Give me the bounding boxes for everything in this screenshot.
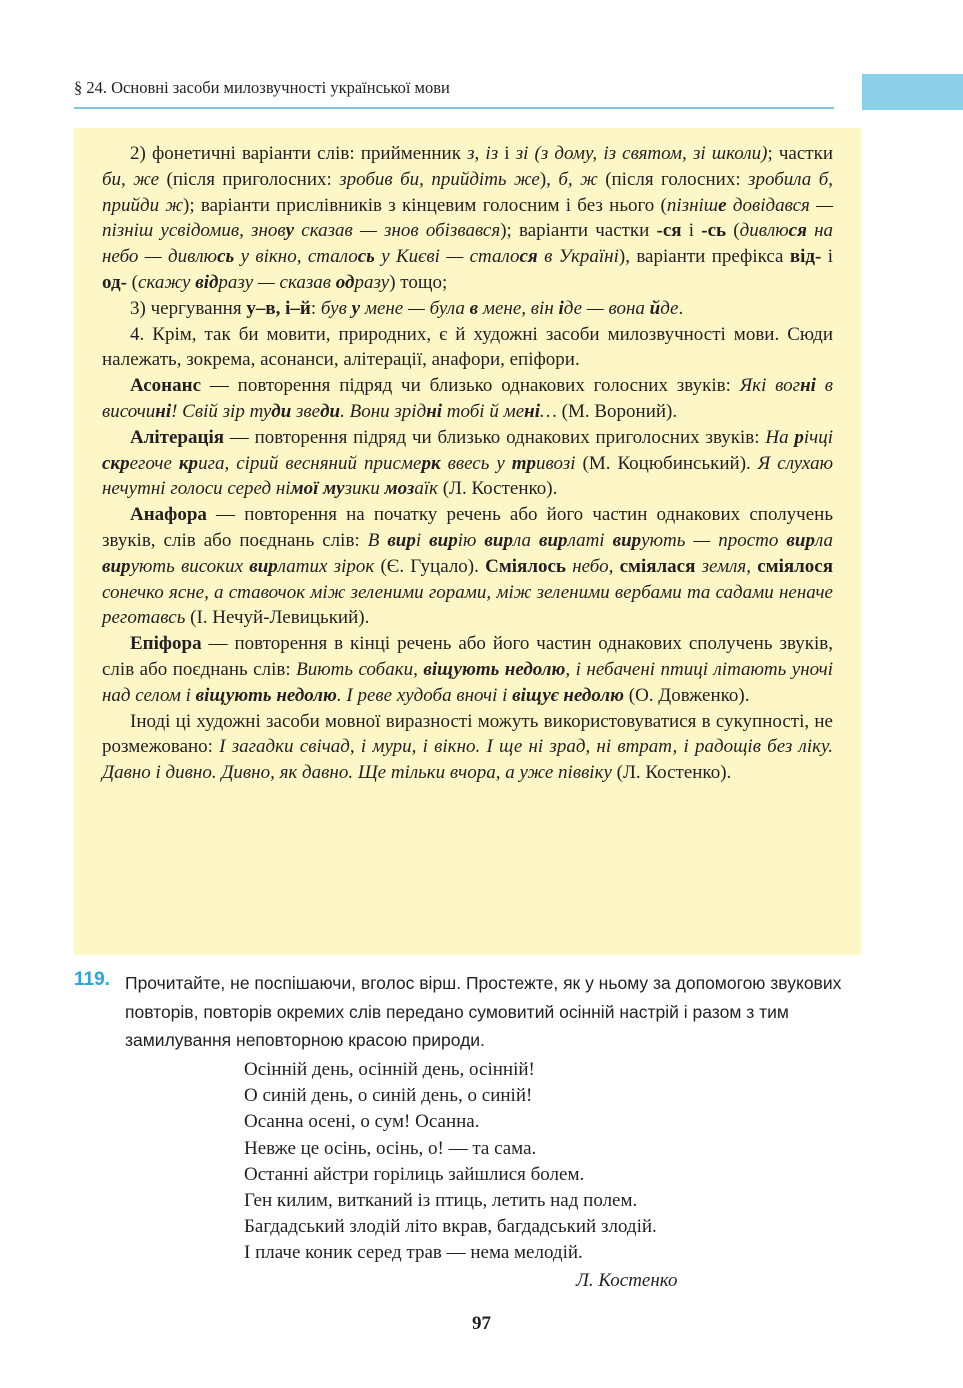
example: з, із: [467, 143, 499, 164]
emphasis: тр: [511, 452, 537, 474]
term: од-: [102, 271, 127, 293]
example: де: [660, 297, 679, 319]
example: зі (з дому, із святом, зі школи): [515, 143, 768, 164]
poem-line: Осінній день, осінній день, осінній!: [244, 1059, 535, 1080]
example: зробив би, прийдіть же: [339, 168, 540, 190]
term: сміялося: [757, 555, 833, 577]
example: егоче: [129, 452, 179, 474]
strong-emphasis: [421, 453, 440, 474]
emphasis: мої му: [290, 478, 345, 500]
emphasis: вир: [484, 529, 513, 551]
example: пізніш: [666, 194, 719, 216]
strong-emphasis: [524, 401, 540, 422]
strong-emphasis: [102, 453, 130, 474]
example: і: [415, 529, 430, 551]
strong-emphasis: [320, 401, 340, 422]
example: на небо — дивлю: [102, 220, 833, 268]
example: ! Свій зір ту: [171, 400, 272, 422]
example: б, ж: [558, 168, 598, 190]
example: ла: [814, 529, 833, 551]
text-run: (Л. Костенко).: [611, 762, 732, 784]
text-run: — повторення на початку речень або його частин однакових сполучень звуків, слів або поєднань слів:: [102, 504, 833, 551]
text-run: :: [310, 297, 321, 319]
exercise-number: 119.: [74, 969, 110, 990]
emphasis: ні: [155, 400, 172, 422]
emphasis: вир: [102, 555, 131, 577]
term: Асонанс: [130, 375, 202, 397]
strong-emphasis: [512, 685, 624, 706]
term: -ся: [656, 220, 682, 242]
example: в височи: [102, 375, 833, 422]
strong-emphasis: [196, 685, 337, 706]
example: ічці: [803, 426, 833, 448]
example: ла: [512, 529, 539, 551]
strong-emphasis: [429, 530, 458, 551]
section-title: § 24. Основні засоби милозвучності української мови: [74, 78, 450, 97]
example: мене, він: [478, 297, 559, 319]
example: , і небачені птиці літають уночі над селом і: [102, 658, 834, 706]
poem: [244, 1057, 657, 1267]
text-run: 2) фонетичні варіанти слів: прийменник: [130, 143, 468, 164]
term: Сміялось: [485, 555, 566, 577]
example: І загадки свічад, і мури, і вікно. І ще ні зрад, ні втрат, і радощів без ліку. Давно і дивно. Дивно, як давно. Ще тільки вчора, а уже піввіку: [102, 736, 833, 784]
emphasis: віщує недолю: [512, 684, 624, 706]
example: . І реве худоба вночі і: [336, 684, 513, 706]
example: латих зірок: [277, 555, 375, 577]
text-run: (: [126, 271, 138, 293]
paragraph-assonance: [102, 373, 833, 425]
strong-emphasis: [519, 246, 537, 267]
example: ують високих: [130, 555, 250, 577]
emphasis: вир: [429, 529, 458, 551]
text-run: (: [726, 220, 740, 242]
example: разу — сказав: [218, 271, 336, 293]
strong-emphasis: [387, 530, 416, 551]
example: мене — була: [360, 297, 470, 319]
example: разу: [354, 271, 390, 293]
example: ввесь у: [440, 452, 512, 474]
text-run: (М. Вороний).: [556, 400, 678, 422]
emphasis: ся: [519, 246, 538, 268]
emphasis: вир: [539, 529, 568, 551]
text-run: ), варіанти префікса: [618, 246, 790, 268]
emphasis: кр: [178, 452, 199, 474]
example: де — вона: [563, 297, 650, 319]
strong-emphasis: [512, 453, 536, 474]
text-run: і: [821, 246, 833, 268]
strong-emphasis: [786, 530, 815, 551]
poem-line: Невже це осінь, осінь, о! — та сама.: [244, 1137, 537, 1159]
text-run: і: [681, 220, 702, 242]
paragraph-alternation: [102, 296, 833, 322]
strong-emphasis: [286, 220, 294, 241]
example: би, же: [102, 168, 160, 190]
strong-emphasis: [155, 401, 171, 422]
paragraph-anaphora: [102, 502, 833, 631]
term: Анафора: [130, 504, 207, 526]
strong-emphasis: [539, 530, 568, 551]
emphasis: ся: [788, 220, 807, 242]
text-run: (після голосних:: [597, 168, 749, 190]
term: Алітерація: [130, 426, 224, 448]
term: у–в, і–й: [246, 297, 311, 319]
strong-emphasis: [789, 220, 807, 241]
emphasis: й: [649, 297, 661, 319]
example: ивозі: [536, 452, 576, 474]
emphasis: і: [558, 297, 564, 319]
text-run: і: [498, 143, 516, 164]
strong-emphasis: [426, 401, 442, 422]
header-divider: [74, 107, 834, 109]
strong-emphasis: [800, 375, 816, 396]
paragraph-alliteration: [102, 425, 833, 502]
strong-emphasis: [718, 195, 726, 216]
text-run: — повторення підряд чи близько однакових голосних звуків:: [201, 375, 740, 397]
text-run: ); варіанти прислівників з кінцевим голосним і без нього (: [183, 194, 667, 216]
example: В: [367, 529, 388, 551]
emphasis: вир: [387, 529, 416, 551]
strong-emphasis: [336, 272, 355, 293]
strong-emphasis: [650, 298, 661, 319]
text-run: (Є. Гуцало).: [374, 555, 486, 577]
poem-line: Ген килим, витканий із птиць, летить над полем.: [244, 1190, 638, 1212]
strong-emphasis: [470, 298, 479, 319]
example: Які вог: [739, 375, 801, 397]
example: зробила б, прийди ж: [102, 168, 833, 216]
poem-line: Осанна осені, о сум! Осанна.: [244, 1111, 480, 1133]
strong-emphasis: [291, 478, 345, 499]
text-run: (О. Довженко).: [624, 684, 750, 706]
emphasis: ди: [271, 400, 292, 422]
emphasis: скр: [102, 452, 130, 474]
strong-emphasis: [423, 659, 565, 680]
example: зики: [344, 478, 385, 500]
example: дивлю: [739, 220, 789, 242]
example: На: [765, 426, 795, 448]
emphasis: у: [351, 297, 361, 319]
example: сонечко ясне, а ставочок між зеленими горами, між зеленими вербами та садами неначе реготавсь: [102, 581, 833, 629]
emphasis: р: [794, 426, 804, 448]
example: зве: [291, 400, 321, 422]
example: Я слухаю нечутні голоси серед ні: [102, 452, 833, 500]
example: латі: [567, 529, 613, 551]
strong-emphasis: [271, 401, 291, 422]
emphasis: у: [285, 220, 295, 242]
poem-line: Багдадський злодій літо вкрав, багдадський злодій.: [244, 1216, 657, 1238]
text-run: (Л. Костенко).: [437, 478, 558, 500]
strong-emphasis: [249, 556, 278, 577]
page-number: 97: [472, 1313, 491, 1334]
example: небо,: [565, 555, 620, 577]
paragraph-epiphora: [102, 631, 833, 708]
text-run: (після приголосних:: [159, 168, 340, 190]
text-run: — повторення в кінці речень або його частин однакових сполучень звуків, слів або поєднань слів:: [102, 633, 833, 680]
exercise-instruction: Прочитайте, не поспішаючи, вголос вірш. Простежте, як у ньому за допомогою звукових повторів, повторів окремих слів передано сумовитий осінній настрій і разом з тим замилування неповторною красою природи.: [125, 973, 842, 1050]
strong-emphasis: [358, 246, 375, 267]
strong-emphasis: [179, 453, 198, 474]
text-run: (М. Коцюбинський).: [575, 452, 758, 474]
example: аїк: [414, 478, 438, 500]
poem-line: О синій день, о синій день, о синій!: [244, 1085, 533, 1107]
poem-line: Останні айстри горілиць зайшлися болем.: [244, 1163, 585, 1185]
emphasis: моз: [384, 478, 415, 500]
text-run: Іноді ці художні засоби мовної виразності можуть використовуватися в сукупності, не розмежовано:: [102, 710, 833, 758]
emphasis: ні: [800, 375, 816, 397]
emphasis: від: [195, 271, 219, 293]
poem-line: І плаче коник серед трав — нема мелодій.: [244, 1242, 583, 1264]
text-run: .: [678, 297, 684, 319]
text-run: 3) чергування: [130, 297, 247, 319]
strong-emphasis: [385, 478, 415, 499]
paragraph-phonetic-variants: [102, 141, 833, 296]
page-edge-tab: [862, 74, 963, 110]
example: в Україні: [537, 246, 619, 268]
text-run: ) тощо;: [389, 271, 448, 293]
emphasis: од: [335, 271, 355, 293]
emphasis: віщують недолю: [423, 658, 566, 680]
strong-emphasis: [195, 272, 218, 293]
example: ига, сірий весняний присме: [198, 452, 422, 474]
paragraph-artistic-means: [102, 322, 833, 374]
text-run: (І. Нечуй-Левицький).: [185, 607, 370, 629]
example: . Вони зрід: [340, 400, 427, 422]
emphasis: вир: [612, 529, 642, 551]
strong-emphasis: [794, 427, 804, 448]
emphasis: вир: [786, 529, 815, 551]
emphasis: в: [469, 297, 479, 319]
emphasis: віщують недолю: [195, 684, 337, 706]
example: був: [320, 297, 352, 319]
emphasis: ди: [320, 400, 341, 422]
emphasis: ні: [524, 400, 540, 422]
example: земля,: [695, 555, 758, 577]
example: тобі й ме: [442, 400, 525, 422]
emphasis: вир: [249, 555, 278, 577]
paragraph-combination: [102, 709, 833, 786]
strong-emphasis: [352, 298, 360, 319]
strong-emphasis: [613, 530, 642, 551]
example: Виють собаки,: [296, 658, 424, 680]
strong-emphasis: [217, 246, 234, 267]
strong-emphasis: [484, 530, 513, 551]
poem-author: Л. Костенко: [576, 1270, 678, 1291]
emphasis: рк: [421, 452, 441, 474]
strong-emphasis: [102, 556, 131, 577]
term: -сь: [701, 220, 727, 242]
example: ію: [457, 529, 485, 551]
emphasis: сь: [217, 246, 235, 268]
text-run: ; частки: [767, 143, 834, 164]
theory-text: [102, 141, 833, 786]
term: Епіфора: [130, 633, 202, 655]
emphasis: е: [718, 194, 727, 216]
example: довідався — пізніш усвідомив, знов: [102, 194, 833, 242]
term: від-: [789, 246, 822, 268]
text-run: ),: [539, 168, 559, 190]
example: у вікно, стало: [234, 246, 358, 268]
emphasis: ні: [426, 400, 443, 422]
emphasis: сь: [357, 246, 375, 268]
example: …: [539, 400, 557, 422]
text-run: — повторення підряд чи близько однакових приголосних звуків:: [224, 426, 766, 448]
example: ують — просто: [641, 529, 787, 551]
example: скажу: [137, 271, 196, 293]
term: сміялася: [619, 555, 696, 577]
example: сказав — знов обізвався: [294, 220, 501, 242]
text-run: ); варіанти частки: [500, 220, 657, 242]
text-run: 4. Крім, так би мовити, природних, є й художні засоби милозвучності мови. Сюди належать, зокрема, асонанси, алітерації, анафори, епіфори.: [102, 323, 833, 371]
example: у Києві — стало: [374, 246, 520, 268]
